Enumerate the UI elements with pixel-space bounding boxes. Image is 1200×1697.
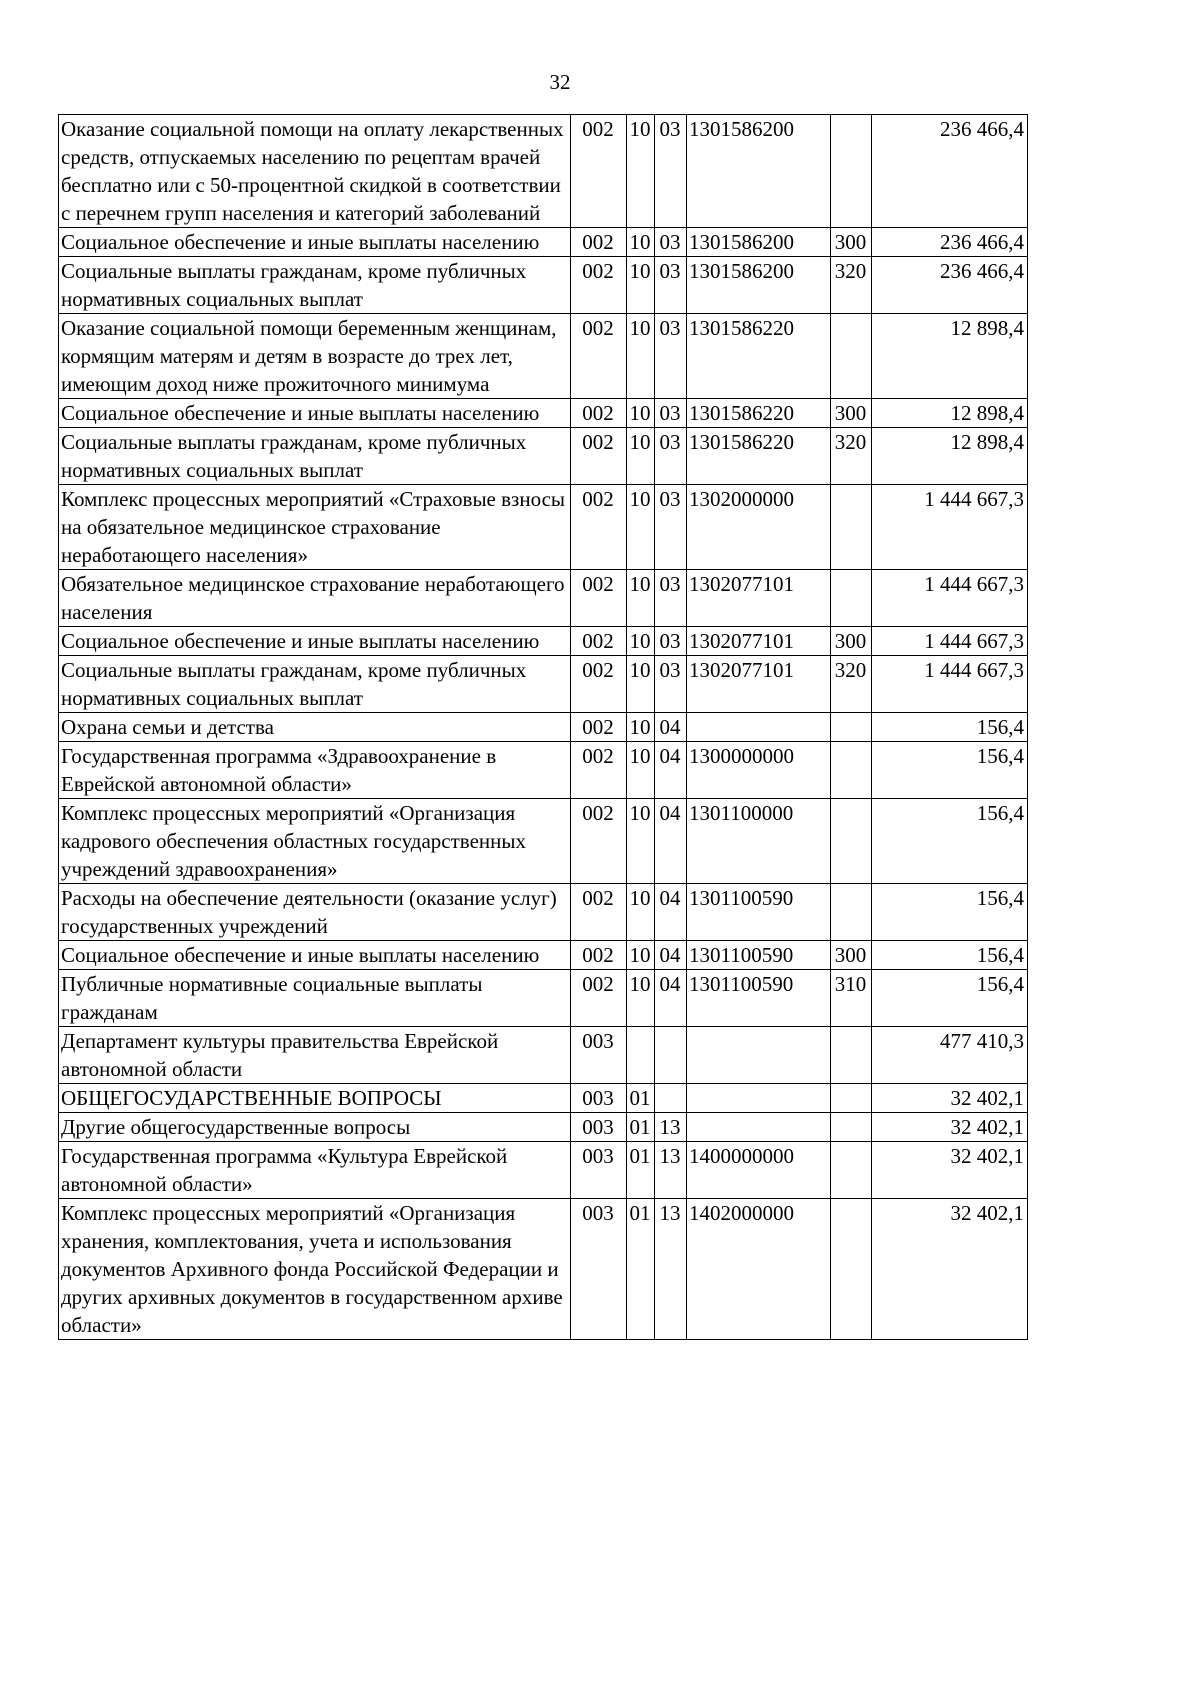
row-target-item-cell: 1400000000	[687, 1142, 831, 1199]
row-grbs-cell: 002	[571, 884, 627, 941]
row-subsection-cell: 03	[655, 428, 687, 485]
row-sum-cell: 156,4	[872, 742, 1028, 799]
row-name-cell: Публичные нормативные социальные выплаты гражданам	[59, 970, 571, 1027]
row-name-cell: Социальные выплаты гражданам, кроме публичных нормативных социальных выплат	[59, 656, 571, 713]
row-name-cell: Государственная программа «Культура Еврейской автономной области»	[59, 1142, 571, 1199]
row-expense-type-cell: 300	[831, 228, 872, 257]
row-name-cell: Государственная программа «Здравоохранение в Еврейской автономной области»	[59, 742, 571, 799]
row-target-item-cell: 1302077101	[687, 570, 831, 627]
row-expense-type-cell	[831, 1084, 872, 1113]
row-sum-cell: 1 444 667,3	[872, 627, 1028, 656]
row-subsection-cell: 03	[655, 257, 687, 314]
row-sum-cell: 32 402,1	[872, 1199, 1028, 1340]
budget-table	[58, 114, 1028, 1340]
row-section-cell: 01	[627, 1199, 655, 1340]
row-target-item-cell: 1402000000	[687, 1199, 831, 1340]
row-section-cell: 01	[627, 1084, 655, 1113]
row-sum-cell: 236 466,4	[872, 257, 1028, 314]
row-name-cell: Охрана семьи и детства	[59, 713, 571, 742]
row-grbs-cell: 002	[571, 627, 627, 656]
row-target-item-cell: 1301586220	[687, 428, 831, 485]
table-row	[59, 884, 1028, 941]
row-sum-cell: 236 466,4	[872, 228, 1028, 257]
table-row	[59, 428, 1028, 485]
row-target-item-cell: 1301586200	[687, 115, 831, 228]
row-section-cell: 10	[627, 228, 655, 257]
row-name-cell: Социальное обеспечение и иные выплаты населению	[59, 399, 571, 428]
row-section-cell: 10	[627, 656, 655, 713]
row-grbs-cell: 002	[571, 970, 627, 1027]
row-expense-type-cell	[831, 1027, 872, 1084]
row-name-cell: Другие общегосударственные вопросы	[59, 1113, 571, 1142]
row-sum-cell: 1 444 667,3	[872, 485, 1028, 570]
row-sum-cell: 1 444 667,3	[872, 570, 1028, 627]
row-expense-type-cell: 300	[831, 627, 872, 656]
row-subsection-cell: 03	[655, 485, 687, 570]
table-row	[59, 1142, 1028, 1199]
row-subsection-cell: 03	[655, 570, 687, 627]
row-expense-type-cell	[831, 115, 872, 228]
row-target-item-cell: 1301586220	[687, 399, 831, 428]
table-row	[59, 656, 1028, 713]
row-expense-type-cell: 320	[831, 656, 872, 713]
row-target-item-cell: 1301100590	[687, 941, 831, 970]
row-section-cell: 10	[627, 970, 655, 1027]
row-sum-cell: 156,4	[872, 799, 1028, 884]
row-target-item-cell: 1301100590	[687, 884, 831, 941]
row-section-cell: 10	[627, 570, 655, 627]
row-expense-type-cell	[831, 713, 872, 742]
table-row	[59, 115, 1028, 228]
row-section-cell: 10	[627, 428, 655, 485]
row-section-cell: 10	[627, 399, 655, 428]
row-name-cell: Социальное обеспечение и иные выплаты населению	[59, 228, 571, 257]
row-sum-cell: 236 466,4	[872, 115, 1028, 228]
row-sum-cell: 156,4	[872, 713, 1028, 742]
row-section-cell: 01	[627, 1113, 655, 1142]
row-name-cell: Расходы на обеспечение деятельности (оказание услуг) государственных учреждений	[59, 884, 571, 941]
row-expense-type-cell	[831, 1113, 872, 1142]
row-subsection-cell: 04	[655, 884, 687, 941]
row-name-cell: Социальное обеспечение и иные выплаты населению	[59, 627, 571, 656]
row-target-item-cell	[687, 1113, 831, 1142]
row-target-item-cell: 1301586200	[687, 228, 831, 257]
row-grbs-cell: 003	[571, 1199, 627, 1340]
table-row	[59, 485, 1028, 570]
row-subsection-cell: 03	[655, 399, 687, 428]
row-section-cell: 10	[627, 485, 655, 570]
row-sum-cell: 12 898,4	[872, 399, 1028, 428]
row-name-cell: Оказание социальной помощи беременным женщинам, кормящим матерям и детям в возрасте до трех лет, имеющим доход ниже прожиточного минимума	[59, 314, 571, 399]
row-name-cell: Департамент культуры правительства Еврейской автономной области	[59, 1027, 571, 1084]
row-grbs-cell: 002	[571, 742, 627, 799]
row-grbs-cell: 002	[571, 713, 627, 742]
row-name-cell: Комплекс процессных мероприятий «Организация кадрового обеспечения областных государственных учреждений здравоохранения»	[59, 799, 571, 884]
row-target-item-cell: 1301586220	[687, 314, 831, 399]
row-section-cell: 10	[627, 115, 655, 228]
row-sum-cell: 32 402,1	[872, 1113, 1028, 1142]
table-row	[59, 799, 1028, 884]
row-name-cell: ОБЩЕГОСУДАРСТВЕННЫЕ ВОПРОСЫ	[59, 1084, 571, 1113]
table-row	[59, 1027, 1028, 1084]
row-subsection-cell: 03	[655, 314, 687, 399]
row-expense-type-cell	[831, 884, 872, 941]
row-target-item-cell	[687, 713, 831, 742]
row-subsection-cell: 13	[655, 1142, 687, 1199]
row-sum-cell: 1 444 667,3	[872, 656, 1028, 713]
row-sum-cell: 12 898,4	[872, 428, 1028, 485]
row-sum-cell: 32 402,1	[872, 1142, 1028, 1199]
row-section-cell: 01	[627, 1142, 655, 1199]
page-number: 32	[549, 70, 571, 94]
row-grbs-cell: 002	[571, 941, 627, 970]
row-name-cell: Социальное обеспечение и иные выплаты населению	[59, 941, 571, 970]
row-sum-cell: 477 410,3	[872, 1027, 1028, 1084]
row-subsection-cell: 13	[655, 1113, 687, 1142]
row-section-cell: 10	[627, 314, 655, 399]
row-expense-type-cell	[831, 570, 872, 627]
row-name-cell: Социальные выплаты гражданам, кроме публичных нормативных социальных выплат	[59, 428, 571, 485]
row-target-item-cell	[687, 1084, 831, 1113]
row-target-item-cell: 1301100000	[687, 799, 831, 884]
row-target-item-cell: 1302077101	[687, 627, 831, 656]
table-row	[59, 742, 1028, 799]
row-section-cell	[627, 1027, 655, 1084]
row-name-cell: Комплекс процессных мероприятий «Страховые взносы на обязательное медицинское страхование неработающего населения»	[59, 485, 571, 570]
row-grbs-cell: 002	[571, 485, 627, 570]
row-name-cell: Социальные выплаты гражданам, кроме публичных нормативных социальных выплат	[59, 257, 571, 314]
row-sum-cell: 32 402,1	[872, 1084, 1028, 1113]
row-expense-type-cell	[831, 799, 872, 884]
row-name-cell: Комплекс процессных мероприятий «Организация хранения, комплектования, учета и использования документов Архивного фонда Российской Федерации и других архивных документов в государственном архиве области»	[59, 1199, 571, 1340]
row-target-item-cell: 1300000000	[687, 742, 831, 799]
row-subsection-cell: 03	[655, 627, 687, 656]
row-expense-type-cell: 300	[831, 941, 872, 970]
row-expense-type-cell	[831, 314, 872, 399]
table-row	[59, 228, 1028, 257]
row-subsection-cell: 04	[655, 713, 687, 742]
table-row	[59, 399, 1028, 428]
row-grbs-cell: 002	[571, 257, 627, 314]
row-target-item-cell: 1301586200	[687, 257, 831, 314]
row-target-item-cell: 1301100590	[687, 970, 831, 1027]
table-row	[59, 1199, 1028, 1340]
row-grbs-cell: 002	[571, 399, 627, 428]
row-sum-cell: 156,4	[872, 941, 1028, 970]
row-name-cell: Оказание социальной помощи на оплату лекарственных средств, отпускаемых населению по рецептам врачей бесплатно или с 50-процентной скидкой в соответствии с перечнем групп населения и категорий заболеваний	[59, 115, 571, 228]
row-subsection-cell: 03	[655, 228, 687, 257]
row-grbs-cell: 002	[571, 314, 627, 399]
row-grbs-cell: 002	[571, 428, 627, 485]
row-expense-type-cell	[831, 1142, 872, 1199]
row-expense-type-cell: 320	[831, 257, 872, 314]
row-subsection-cell	[655, 1084, 687, 1113]
row-grbs-cell: 003	[571, 1084, 627, 1113]
row-section-cell: 10	[627, 257, 655, 314]
row-subsection-cell: 13	[655, 1199, 687, 1340]
row-expense-type-cell	[831, 742, 872, 799]
row-subsection-cell: 04	[655, 941, 687, 970]
row-subsection-cell: 04	[655, 799, 687, 884]
table-row	[59, 713, 1028, 742]
row-grbs-cell: 003	[571, 1027, 627, 1084]
row-sum-cell: 156,4	[872, 884, 1028, 941]
table-row	[59, 570, 1028, 627]
row-expense-type-cell	[831, 1199, 872, 1340]
row-target-item-cell	[687, 1027, 831, 1084]
row-subsection-cell: 03	[655, 656, 687, 713]
table-row	[59, 941, 1028, 970]
row-expense-type-cell: 300	[831, 399, 872, 428]
row-grbs-cell: 002	[571, 799, 627, 884]
row-section-cell: 10	[627, 627, 655, 656]
row-target-item-cell: 1302000000	[687, 485, 831, 570]
row-subsection-cell: 03	[655, 115, 687, 228]
row-sum-cell: 156,4	[872, 970, 1028, 1027]
row-grbs-cell: 002	[571, 656, 627, 713]
row-grbs-cell: 003	[571, 1142, 627, 1199]
row-grbs-cell: 003	[571, 1113, 627, 1142]
row-section-cell: 10	[627, 799, 655, 884]
row-expense-type-cell: 320	[831, 428, 872, 485]
table-row	[59, 970, 1028, 1027]
row-target-item-cell: 1302077101	[687, 656, 831, 713]
row-subsection-cell: 04	[655, 970, 687, 1027]
table-row	[59, 1113, 1028, 1142]
row-grbs-cell: 002	[571, 228, 627, 257]
table-row	[59, 1084, 1028, 1113]
row-grbs-cell: 002	[571, 115, 627, 228]
row-section-cell: 10	[627, 742, 655, 799]
row-grbs-cell: 002	[571, 570, 627, 627]
row-sum-cell: 12 898,4	[872, 314, 1028, 399]
table-row	[59, 627, 1028, 656]
row-expense-type-cell: 310	[831, 970, 872, 1027]
table-row	[59, 314, 1028, 399]
row-section-cell: 10	[627, 941, 655, 970]
row-subsection-cell: 04	[655, 742, 687, 799]
row-name-cell: Обязательное медицинское страхование неработающего населения	[59, 570, 571, 627]
table-row	[59, 257, 1028, 314]
row-expense-type-cell	[831, 485, 872, 570]
row-subsection-cell	[655, 1027, 687, 1084]
row-section-cell: 10	[627, 713, 655, 742]
row-section-cell: 10	[627, 884, 655, 941]
